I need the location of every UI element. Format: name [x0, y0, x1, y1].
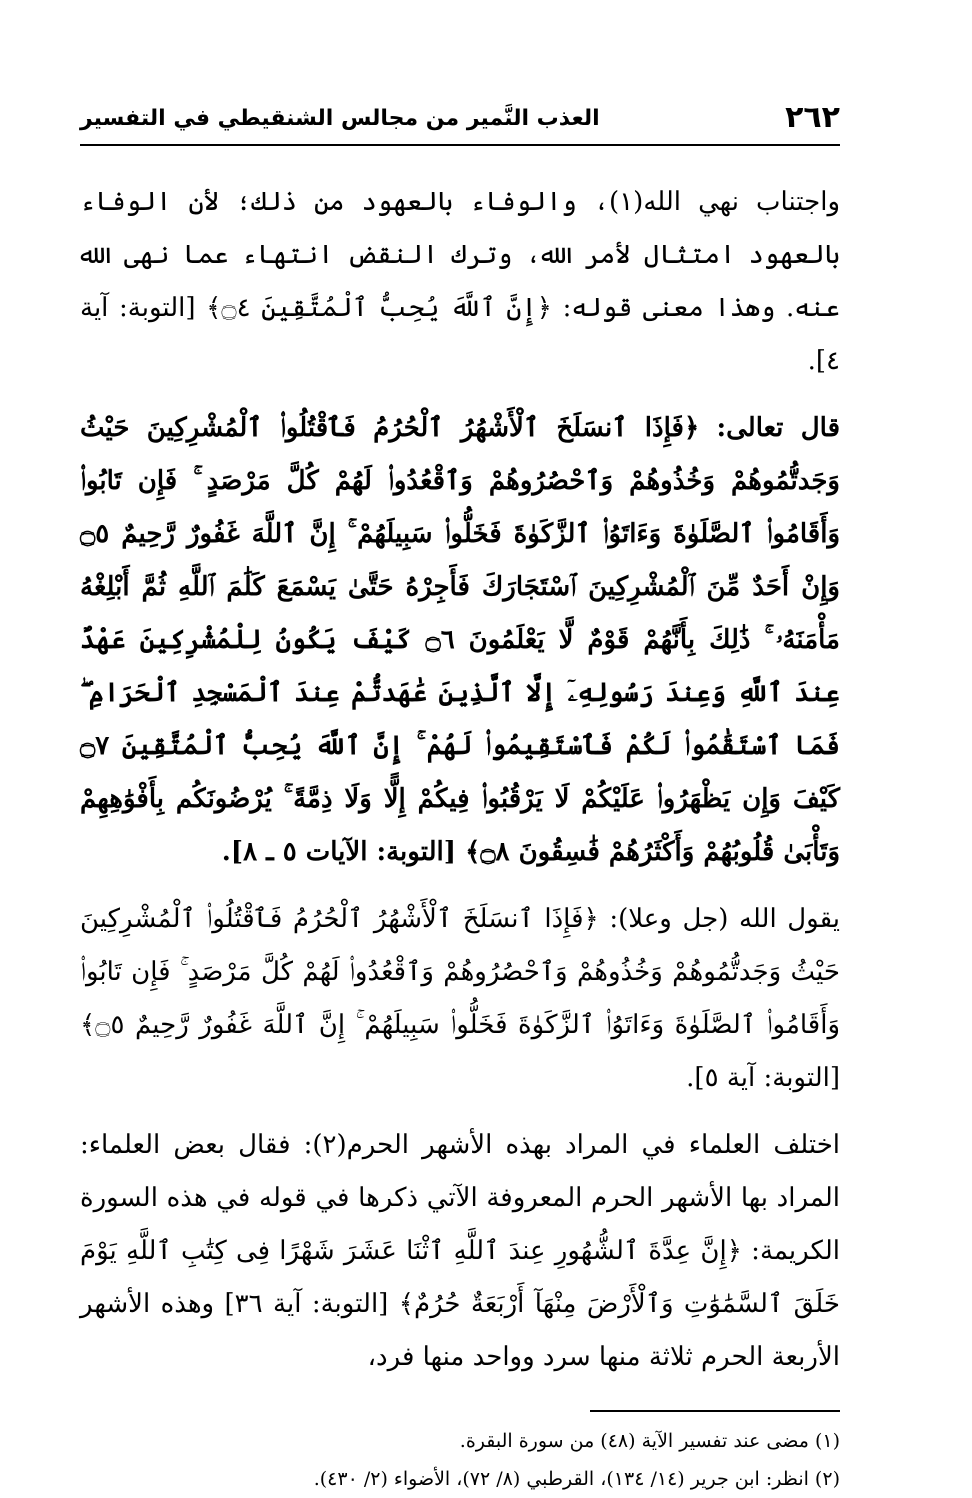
book-title: العذب النَّمير من مجالس الشنقيطي في التفسير [80, 106, 600, 131]
page-number: ٢٦٢ [785, 100, 840, 135]
paragraph-1: واجتناب نهي الله(١)، والوفاء بالعهود من ذلك؛ لأن الوفاء بالعهود امتثال لأمر الله، وترك النقض انتهاء عما نهى الله عنه. وهذا معنى قوله: ﴿إِنَّ ٱللَّهَ يُحِبُّ ٱلْمُتَّقِينَ ۝٤﴾ [التوبة: آية ٤]. [80, 187, 841, 376]
footnote-2: (٢) انظر: ابن جرير (١٤/ ١٣٤)، القرطبي (٨/ ٧٢)، الأضواء (٢/ ٤٣٠). [313, 1468, 840, 1490]
paragraph-3: يقول الله (جل وعلا): ﴿فَإِذَا ٱنسَلَخَ ٱلْأَشْهُرُ ٱلْحُرُمُ فَٱقْتُلُوا۟ ٱلْمُشْرِكِينَ حَيْثُ وَجَدتُّمُوهُمْ وَخُذُوهُمْ وَٱحْصُرُوهُمْ وَٱقْعُدُوا۟ لَهُمْ كُلَّ مَرْصَدٍ ۚ فَإِن تَابُوا۟ وَأَقَامُوا۟ ٱلصَّلَوٰةَ وَءَاتَوُا۟ ٱلزَّكَوٰةَ فَخَلُّوا۟ سَبِيلَهُمْ ۚ إِنَّ ٱللَّهَ غَفُورٌ رَّحِيمٌ ۝٥﴾ [التوبة: آية ٥]. [80, 904, 840, 1093]
footnote-1: (١) مضى عند تفسير الآية (٤٨) من سورة البقرة. [459, 1430, 840, 1452]
page-body [80, 176, 840, 1384]
footnotes [80, 1422, 840, 1498]
book-page [80, 100, 840, 1498]
paragraph-2-quran-quote: قال تعالى: ﴿فَإِذَا ٱنسَلَخَ ٱلْأَشْهُرُ ٱلْحُرُمُ فَٱقْتُلُوا۟ ٱلْمُشْرِكِينَ حَيْثُ وَجَدتُّمُوهُمْ وَخُذُوهُمْ وَٱحْصُرُوهُمْ وَٱقْعُدُوا۟ لَهُمْ كُلَّ مَرْصَدٍ ۚ فَإِن تَابُوا۟ وَأَقَامُوا۟ ٱلصَّلَوٰةَ وَءَاتَوُا۟ ٱلزَّكَوٰةَ فَخَلُّوا۟ سَبِيلَهُمْ ۚ إِنَّ ٱللَّهَ غَفُورٌ رَّحِيمٌ ۝٥ وَإِنْ أَحَدٌ مِّنَ ٱلْمُشْرِكِينَ ٱسْتَجَارَكَ فَأَجِرْهُ حَتَّىٰ يَسْمَعَ كَلَٰمَ ٱللَّهِ ثُمَّ أَبْلِغْهُ مَأْمَنَهُۥ ۚ ذَٰلِكَ بِأَنَّهُمْ قَوْمٌ لَّا يَعْلَمُونَ ۝٦ كَيْفَ يَكُونُ لِلْمُشْرِكِينَ عَهْدٌ عِندَ ٱللَّهِ وَعِندَ رَسُولِهِۦٓ إِلَّا ٱلَّذِينَ عَٰهَدتُّمْ عِندَ ٱلْمَسْجِدِ ٱلْحَرَامِ ۖ فَمَا ٱسْتَقَٰمُوا۟ لَكُمْ فَٱسْتَقِيمُوا۟ لَهُمْ ۚ إِنَّ ٱللَّهَ يُحِبُّ ٱلْمُتَّقِينَ ۝٧ كَيْفَ وَإِن يَظْهَرُوا۟ عَلَيْكُمْ لَا يَرْقُبُوا۟ فِيكُمْ إِلًّا وَلَا ذِمَّةً ۚ يُرْضُونَكُم بِأَفْوَٰهِهِمْ وَتَأْبَىٰ قُلُوبُهُمْ وَأَكْثَرُهُمْ فَٰسِقُونَ ۝٨﴾ [التوبة: الآيات ٥ ـ ٨]. [80, 413, 840, 867]
page-header [80, 100, 840, 146]
paragraph-4: اختلف العلماء في المراد بهذه الأشهر الحرم(٢): فقال بعض العلماء: المراد بها الأشهر الحرم المعروفة الآتي ذكرها في قوله في هذه السورة الكريمة: ﴿إِنَّ عِدَّةَ ٱلشُّهُورِ عِندَ ٱللَّهِ ٱثْنَا عَشَرَ شَهْرًا فِى كِتَٰبِ ٱللَّهِ يَوْمَ خَلَقَ ٱلسَّمَٰوَٰتِ وَٱلْأَرْضَ مِنْهَآ أَرْبَعَةٌ حُرُمٌ﴾ [التوبة: آية ٣٦] وهذه الأشهر الأربعة الحرم ثلاثة منها سرد وواحد منها فرد، [80, 1130, 840, 1372]
